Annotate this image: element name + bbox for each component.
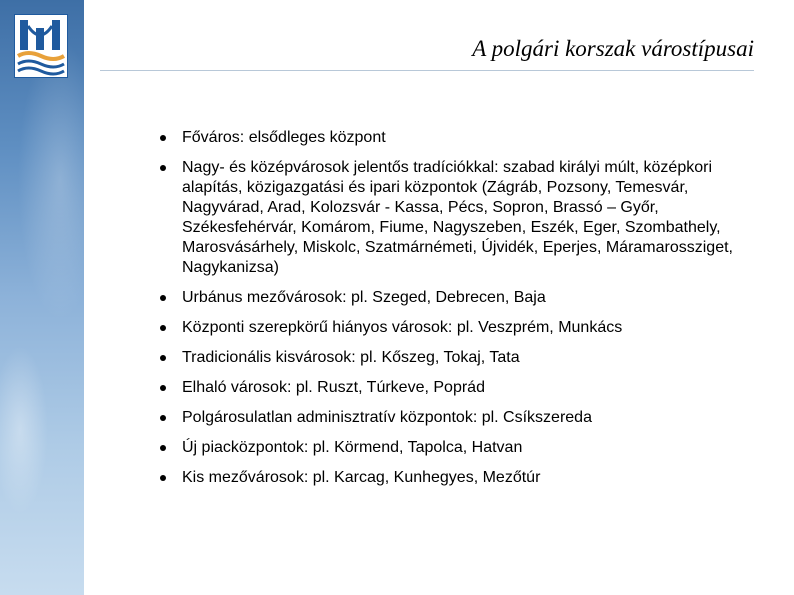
bullet-text: Nagy- és középvárosok jelentős tradíciókkal: szabad királyi múlt, középkori alapítás, közigazgatási és ipari központok (Zágráb, Pozsony, Temesvár, Nagyvárad, Arad, Kolozsvár - Kassa, Pécs, Sopron, Brassó – Győr, Székesfehérvár, Komárom, Fiume, Nagyszeben, Eszék, Eger, Szombathely, Marosvásárhely, Miskolc, Szatmárnémeti, Újvidék, Eperjes, Máramarossziget, Nagykanizsa) [182,159,733,276]
bullet-text: Központi szerepkörű hiányos városok: pl. Veszprém, Munkács [182,319,623,336]
bullet-text: Polgárosulatlan adminisztratív központok: pl. Csíkszereda [182,409,592,426]
slide-title: A polgári korszak várostípusai [472,36,754,61]
title-divider [100,70,754,71]
bullet-text: Elhaló városok: pl. Ruszt, Túrkeve, Poprád [182,379,485,396]
bullet-text: Főváros: elsődleges központ [182,129,386,146]
bullet-text: Tradicionális kisvárosok: pl. Kőszeg, Tokaj, Tata [182,349,520,366]
bullet-dot-icon [160,325,166,331]
bullet-item [160,288,760,308]
bullet-list [160,128,760,498]
bullet-item [160,348,760,368]
bullet-text: Kis mezővárosok: pl. Karcag, Kunhegyes, Mezőtúr [182,469,541,486]
bullet-dot-icon [160,475,166,481]
bullet-item [160,158,760,278]
bullet-dot-icon [160,355,166,361]
bullet-item [160,128,760,148]
bullet-item [160,378,760,398]
bullet-item [160,408,760,428]
bullet-dot-icon [160,165,166,171]
bullet-item [160,318,760,338]
bullet-dot-icon [160,385,166,391]
bullet-dot-icon [160,415,166,421]
bullet-item [160,468,760,488]
bullet-text: Új piacközpontok: pl. Körmend, Tapolca, Hatvan [182,439,523,456]
decorative-side-band [0,0,84,595]
bullet-dot-icon [160,295,166,301]
logo-icon [14,14,68,78]
bullet-item [160,438,760,458]
bullet-dot-icon [160,445,166,451]
bullet-dot-icon [160,135,166,141]
bullet-text: Urbánus mezővárosok: pl. Szeged, Debrecen, Baja [182,289,546,306]
